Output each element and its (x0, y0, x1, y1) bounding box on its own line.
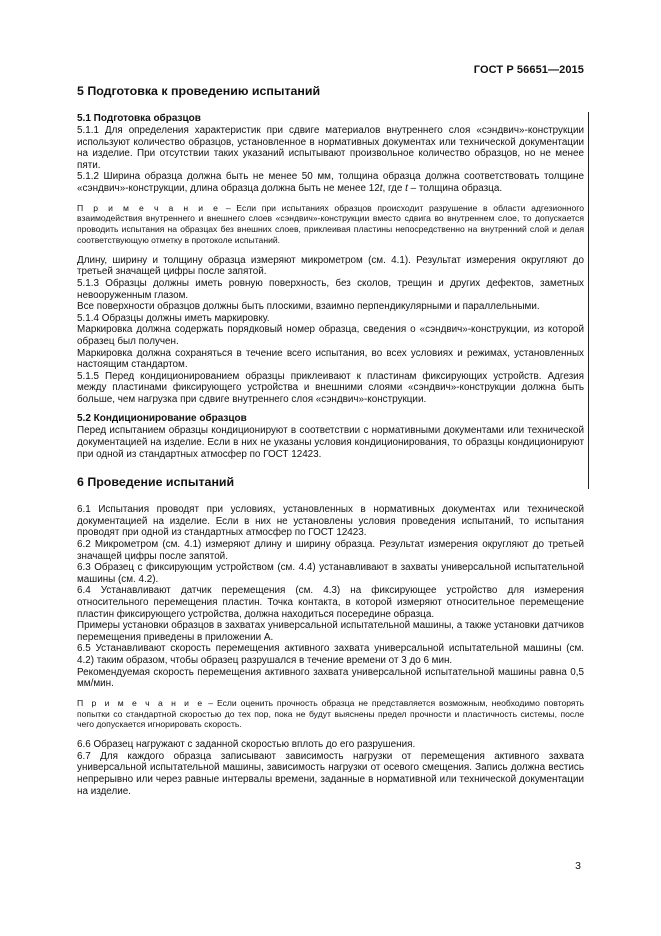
paragraph-6-3: 6.3 Образец с фиксирующим устройством (см. 4.4) устанавливают в захваты универсальной испытательной машины (см. 4.2). (77, 562, 584, 585)
section-5-title: 5 Подготовка к проведению испытаний (77, 84, 321, 98)
variable-t: t (379, 182, 383, 194)
page-number: 3 (575, 860, 581, 872)
note-6-5: П р и м е ч а н и е – Если оценить прочность образца не представляется возможным, необходимо повторять попытки со стандартной скоростью до тех пор, пока не будут выяснены предел прочности и пластичность системы, после чего допускается игнорировать скорость. (77, 697, 584, 730)
revision-bar (588, 112, 589, 489)
note-5-1-2: П р и м е ч а н и е – Если при испытаниях образцов происходит разрушение в области адгезионного взаимодействия внутреннего и внешнего слоев «сэндвич»-конструкции вместо сдвига во внутреннем слое, то допускается проводить испытания на образцах без внешних слоев, приклеивая пластины непосредственно на внутренний слой и делая соответствующую отметку в протоколе испытаний. (77, 202, 584, 245)
subsection-5-2-title: 5.2 Кондиционирование образцов (77, 413, 247, 425)
paragraph-6-6: 6.6 Образец нагружают с заданной скоростью вплоть до его разрушения. (77, 739, 416, 751)
paragraph-5-1-2: 5.1.2 Ширина образца должна быть не менее 50 мм, толщина образца должна соответствовать толщине «сэндвич»-конструкции, длина образца должна быть не менее 12t, где t – толщина образца. (77, 171, 584, 194)
note-label: П р и м е ч а н и е (77, 202, 221, 213)
paragraph-marking-retention: Маркировка должна сохраняться в течение всего испытания, во всех условиях и режимах, установленных настоящим стандартом. (77, 347, 584, 371)
paragraph-6-2: 6.2 Микрометром (см. 4.1) измеряют длину и ширину образца. Результат измерения округляют до третьей значащей цифры после запятой. (77, 539, 584, 562)
variable-t: t (405, 182, 408, 194)
paragraph-5-1-1: 5.1.1 Для определения характеристик при сдвиге материалов внутреннего слоя «сэндвич»-конструкции используют количество образцов, установленное в нормативных документах или технической документации на изделие. При отсутствии таких указаний испытывают произвольное количество образцов, но не менее пяти. (77, 125, 584, 171)
paragraph-5-1-4: 5.1.4 Образцы должны иметь маркировку. (77, 312, 270, 324)
standard-code: ГОСТ Р 56651—2015 (473, 64, 584, 76)
paragraph-6-7: 6.7 Для каждого образца записывают зависимость нагрузки от перемещения активного захвата универсальной испытательной машины, зависимость нагрузки от осевого смещения. Запись должна вестись непрерывно или через равные интервалы времени, заданные в нормативной или технической документации на изделие. (77, 750, 584, 797)
note-label: П р и м е ч а н и е (77, 697, 205, 708)
page-content (77, 84, 584, 797)
paragraph-measurement: Длину, ширину и толщину образца измеряют микрометром (см. 4.1). Результат измерения округляют до третьей значащей цифры после запятой. (77, 254, 584, 278)
paragraph-6-1: 6.1 Испытания проводят при условиях, установленных в нормативных документах или технической документацией на изделие. Если в них не установлены условия проведения испытаний, то испытания проводят при одной из стандартных атмосфер по ГОСТ 12423. (77, 504, 584, 539)
paragraph-5-1-3: 5.1.3 Образцы должны иметь ровную поверхность, без сколов, трещин и других дефектов, заметных невооруженным глазом. (77, 277, 584, 301)
paragraph-surfaces: Все поверхности образцов должны быть плоскими, взаимно перпендикулярными и параллельными. (77, 301, 540, 313)
paragraph-annex-examples: Примеры установки образцов в захватах универсальной испытательной машины, а также установки датчиков перемещения приведены в приложении А. (77, 620, 584, 643)
paragraph-marking-content: Маркировка должна содержать порядковый номер образца, сведения о «сэндвич»-конструкции, из которой образец был получен. (77, 324, 584, 347)
paragraph-recommended-speed: Рекомендуемая скорость перемещения активного захвата универсальной испытательной машины равна 0,5 мм/мин. (77, 666, 584, 690)
paragraph-6-4: 6.4 Устанавливают датчик перемещения (см. 4.3) на фиксирующее устройство для измерения относительного перемещения пластин. Точка контакта, в которой измеряют относительное перемещение пластин фиксирующего устройства, должна находиться посередине образца. (77, 585, 584, 620)
paragraph-6-5: 6.5 Устанавливают скорость перемещения активного захвата универсальной испытательной машины (см. 4.2) таким образом, чтобы образец разрушался в течение времени от 3 до 6 мин. (77, 643, 584, 666)
paragraph-5-2: Перед испытанием образцы кондиционируют в соответствии с нормативными документами или технической документацией на изделие. Если в них не указаны условия кондиционирования, то образцы кондиционируют при одной из стандартных атмосфер по ГОСТ 12423. (77, 425, 584, 460)
paragraph-5-1-5: 5.1.5 Перед кондиционированием образцы приклеивают к пластинам фиксирующих устройств. Адгезия между пластинами фиксирующего устройства и внешними слоями «сэндвич»-конструкции должна быть больше, чем нагрузка при сдвиге внутреннего слоя «сэндвич»-конструкции. (77, 370, 584, 405)
subsection-5-1-title: 5.1 Подготовка образцов (77, 113, 201, 124)
section-6-title: 6 Проведение испытаний (77, 475, 235, 490)
